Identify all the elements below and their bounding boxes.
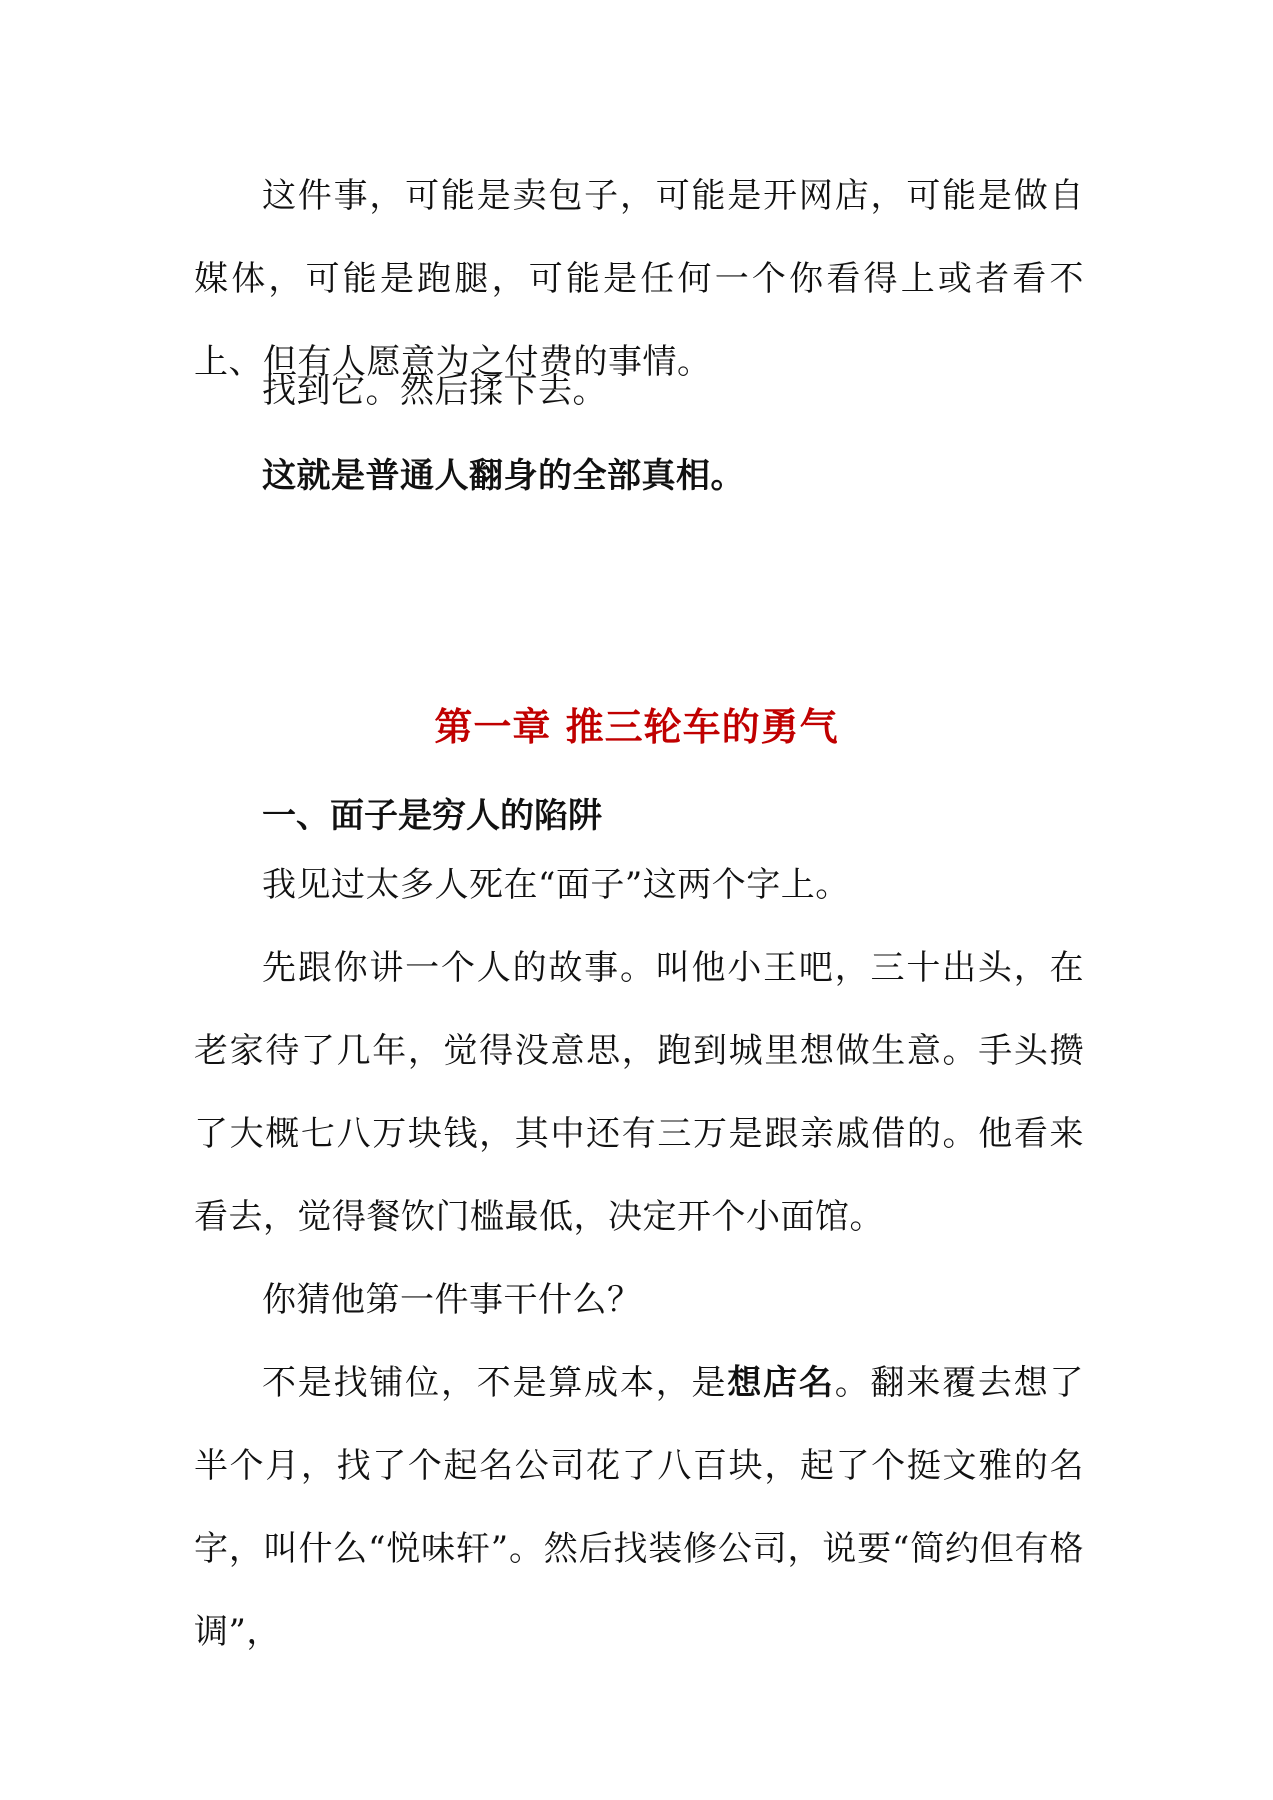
section-title: 一、面子是穷人的陷阱 (262, 796, 602, 836)
paragraph-5: 先跟你讲一个人的故事。叫他小王吧，三十出头，在老家待了几年，觉得没意思，跑到城里想做生意。手头攒了大概七八万块钱，其中还有三万是跟亲戚借的。他看来看去，觉得餐饮门槛最低，决定开个小面馆。 (194, 948, 1084, 1237)
paragraph-6: 你猜他第一件事干什么？ (262, 1280, 642, 1320)
paragraph-7-end: 。翻来覆去想了半个月，找了个起名公司花了八百块，起了个挺文雅的名字，叫什么“悦味轩”。然后找装修公司，说要“简约但有格调”， (194, 1363, 1085, 1652)
chapter-title: 第一章 推三轮车的勇气 (434, 704, 839, 749)
paragraph-3-emphasis: 这就是普通人翻身的全部真相。 (262, 456, 745, 496)
paragraph-7-start: 不是找铺位，不是算成本，是 (262, 1363, 728, 1403)
paragraph-4: 我见过太多人死在“面子”这两个字上。 (262, 865, 850, 905)
paragraph-7-bold: 想店名 (727, 1363, 835, 1403)
paragraph-1: 这件事，可能是卖包子，可能是开网店，可能是做自媒体，可能是跑腿，可能是任何一个你看得上或者看不上、但有人愿意为之付费的事情。 (194, 176, 1084, 382)
paragraph-2: 找到它。然后揉下去。 (262, 371, 607, 411)
paragraph-7 (194, 1342, 1084, 1674)
